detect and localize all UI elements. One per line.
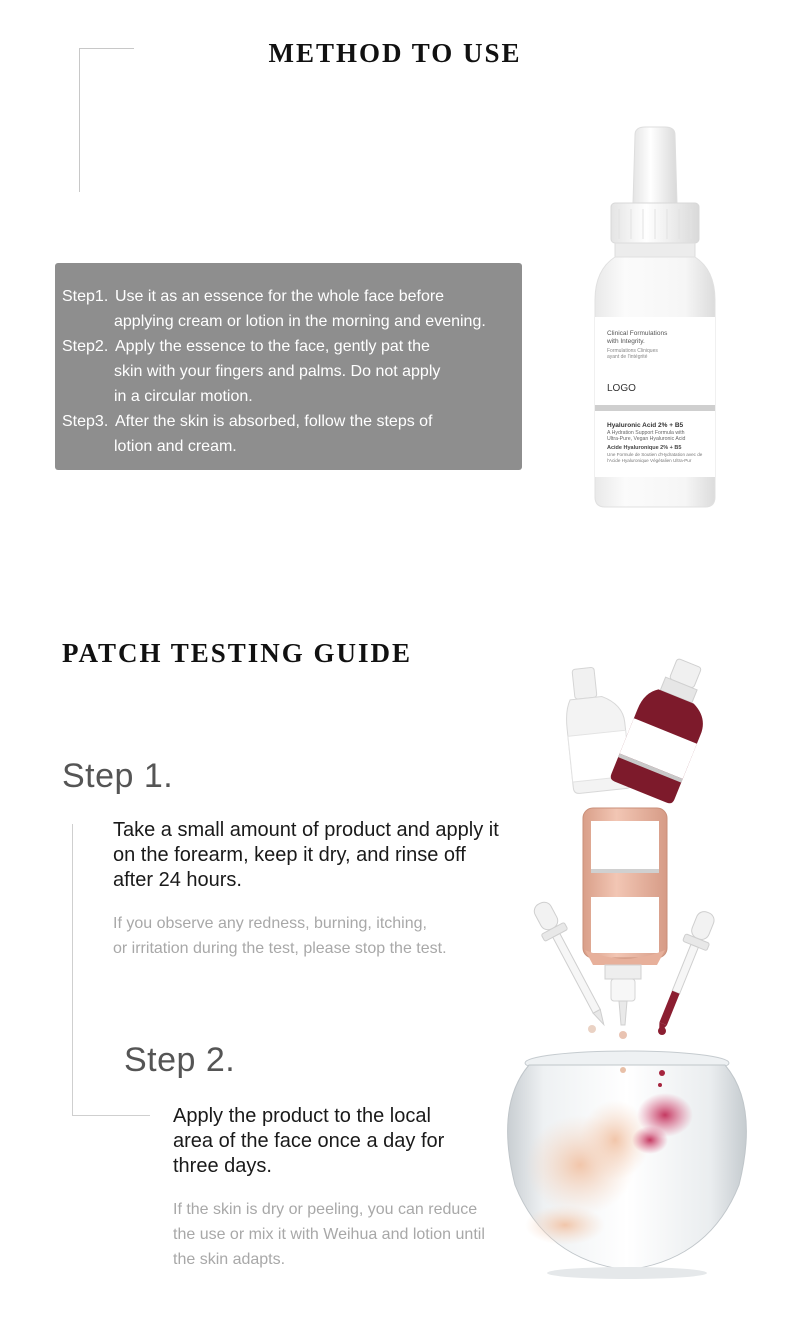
svg-text:l'Acide Hyaluronique Végétalie: l'Acide Hyaluronique Végétalien Ultra-Pur — [607, 458, 692, 463]
patch-title: PATCH TESTING GUIDE — [62, 638, 413, 668]
svg-text:ayant de l'intégrité: ayant de l'intégrité — [607, 354, 648, 360]
svg-text:with Integrity.: with Integrity. — [607, 338, 645, 345]
label-brand-line: Clinical Formulations — [607, 330, 668, 337]
label-logo: LOGO — [607, 383, 636, 394]
decorative-bracket — [79, 48, 134, 192]
method-step-3: Step3. After the skin is absorbed, follow the steps of lotion and cream. — [62, 409, 522, 459]
glass-bowl-icon — [508, 1051, 747, 1279]
step2-sub-text: If the skin is dry or peeling, you can reduce the use or mix it with Weihua and lotion until the skin adapts. — [173, 1201, 485, 1268]
step2-heading: Step 2. — [124, 1041, 236, 1079]
step-label: Step1. — [62, 288, 109, 305]
method-title: METHOD TO USE — [268, 38, 522, 68]
svg-text:Ultra-Pure, Vegan Hyaluronic A: Ultra-Pure, Vegan Hyaluronic Acid — [607, 436, 686, 442]
method-step-1: Step1. Use it as an essence for the whole face before applying cream or lotion in the morning and evening. — [62, 284, 522, 334]
svg-text:A Hydration Support Formula wi: A Hydration Support Formula with — [607, 430, 685, 436]
step-label: Step2. — [62, 338, 109, 355]
patch-illustration — [505, 645, 750, 1285]
step1-main-text: Take a small amount of product and apply it on the forearm, keep it dry, and rinse off after 24 hours. — [113, 819, 499, 891]
svg-text:Une Formule de Soutien d'Hydra: Une Formule de Soutien d'Hydratation avec de — [607, 452, 703, 457]
svg-text:Acide Hyaluronique 2% + B5: Acide Hyaluronique 2% + B5 — [607, 445, 682, 451]
method-step-2: Step2. Apply the essence to the face, gently pat the skin with your fingers and palms. Do not apply in a circular motion. — [62, 334, 522, 409]
step-label: Step3. — [62, 413, 109, 430]
red-serum-bottle-icon — [609, 651, 724, 804]
label-product: Hyaluronic Acid 2% + B5 — [607, 422, 684, 429]
step1-sub-text: If you observe any redness, burning, itching, or irritation during the test, please stop the test. — [113, 915, 447, 957]
serum-bottle-icon — [585, 125, 725, 515]
svg-text:Formulations Cliniques: Formulations Cliniques — [607, 348, 658, 354]
step2-main-text: Apply the product to the local area of the face once a day for three days. — [173, 1105, 445, 1177]
step1-heading: Step 1. — [62, 757, 174, 795]
method-steps-box — [55, 263, 522, 470]
